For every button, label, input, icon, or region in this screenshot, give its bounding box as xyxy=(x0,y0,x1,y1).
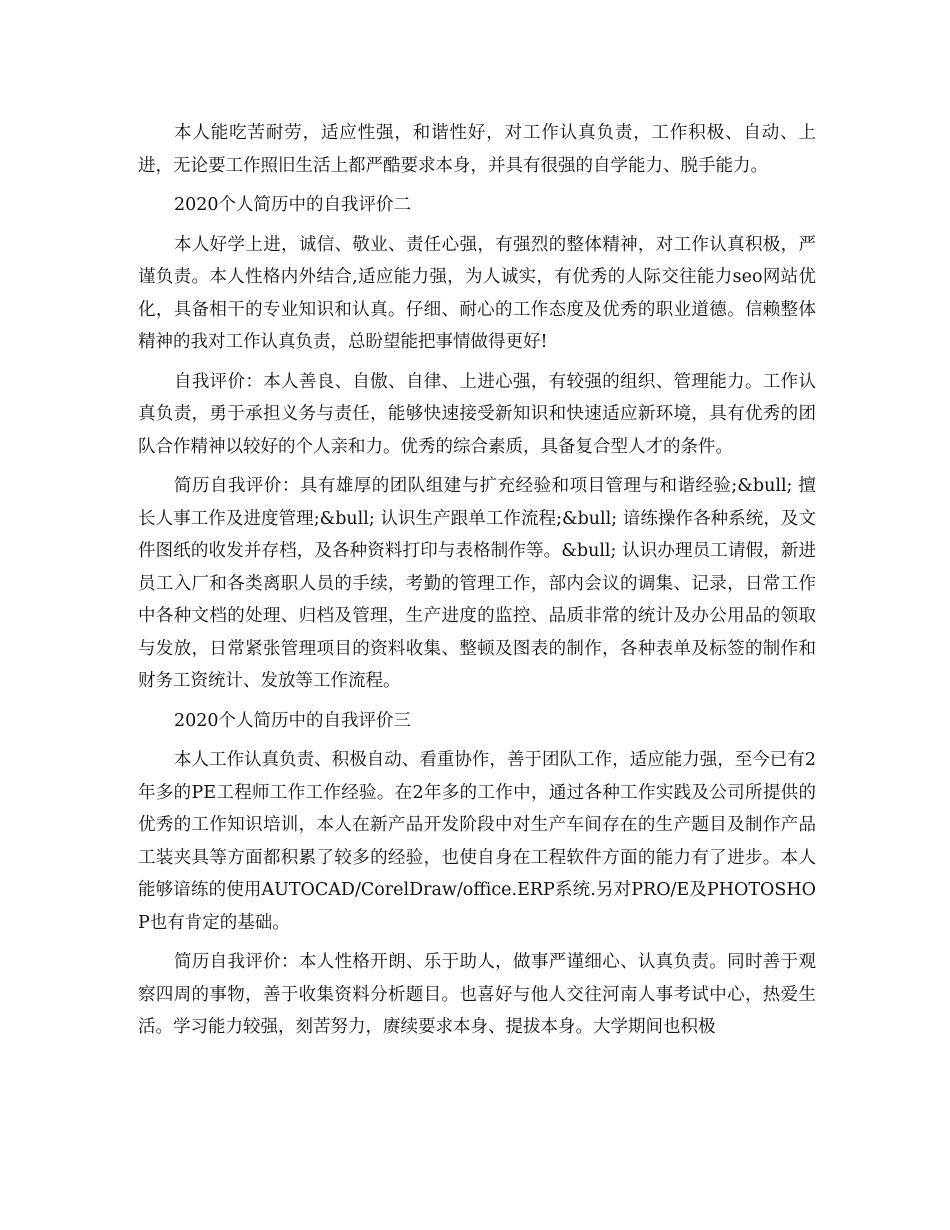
section-heading-two: 2020个人简历中的自我评价二 xyxy=(174,195,412,215)
section-heading-three: 2020个人简历中的自我评价三 xyxy=(174,710,412,731)
paragraph-resume-self-eval-character: 简历自我评价：本人性格开朗、乐于助人，做事严谨细心、认真负责。同时善于观察四周的事物，善于收集资料分析题目。也喜好与他人交往河南人事考试中心，热爱生活。学习能力较强，刻苦努力，赓续要求本身、提拔本身。大学期间也积极 xyxy=(138,952,816,1037)
paragraph-self-eval-three: 本人工作认真负责、积极自动、看重协作，善于团队工作，适应能力强，至今已有2年多的PE工程师工作工作经验。在2年多的工作中，通过各种工作实践及公司所提供的优秀的工作知识培训，本人在新产品开发阶段中对生产车间存在的生产题目及制作产品工装夹具等方面都积累了较多的经验，也使自身在工程软件方面的能力有了进步。本人能够谙练的使用AUTOCAD/CorelDraw/office.ERP系统.另对PRO/E及PHOTOSHOP也有肯定的基础。 xyxy=(138,750,816,933)
paragraph-resume-self-eval-experience: 简历自我评价：具有雄厚的团队组建与扩充经验和项目管理与和谐经验;&bull; 擅长人事工作及进度管理;&bull; 认识生产跟单工作流程;&bull; 谙练操作各种系统，及文件图纸的收发并存档，及各种资料打印与表格制作等。&bull; 认识办理员工请假，新进员工入厂和各类离职人员的手续，考勤的管理工作，部内会议的调集、记录，日常工作中各种文档的处理、归档及管理，生产进度的监控、品质非常的统计及办公用品的领取与发放，日常紧张管理项目的资料收集、整顿及图表的制作，各种表单及标签的制作和财务工资统计、发放等工作流程。 xyxy=(138,476,816,691)
paragraph-self-eval-personal: 自我评价：本人善良、自傲、自律、上进心强，有较强的组织、管理能力。工作认真负责，勇于承担义务与责任，能够快速接受新知识和快速适应新环境，具有优秀的团队合作精神以较好的个人亲和力。优秀的综合素质，具备复合型人才的条件。 xyxy=(138,371,816,457)
paragraph-self-eval-two: 本人好学上进，诚信、敬业、责任心强，有强烈的整体精神，对工作认真积极，严谨负责。本人性格内外结合,适应能力强，为人诚实，有优秀的人际交往能力seo网站优化，具备相干的专业知识和认真。仔细、耐心的工作态度及优秀的职业道德。信赖整体精神的我对工作认真负责，总盼望能把事情做得更好! xyxy=(138,234,816,352)
paragraph-intro: 本人能吃苦耐劳，适应性强，和谐性好，对工作认真负责，工作积极、自动、上进，无论要工作照旧生活上都严酷要求本身，并具有很强的自学能力、脱手能力。 xyxy=(138,123,816,176)
document-body xyxy=(138,117,816,1051)
